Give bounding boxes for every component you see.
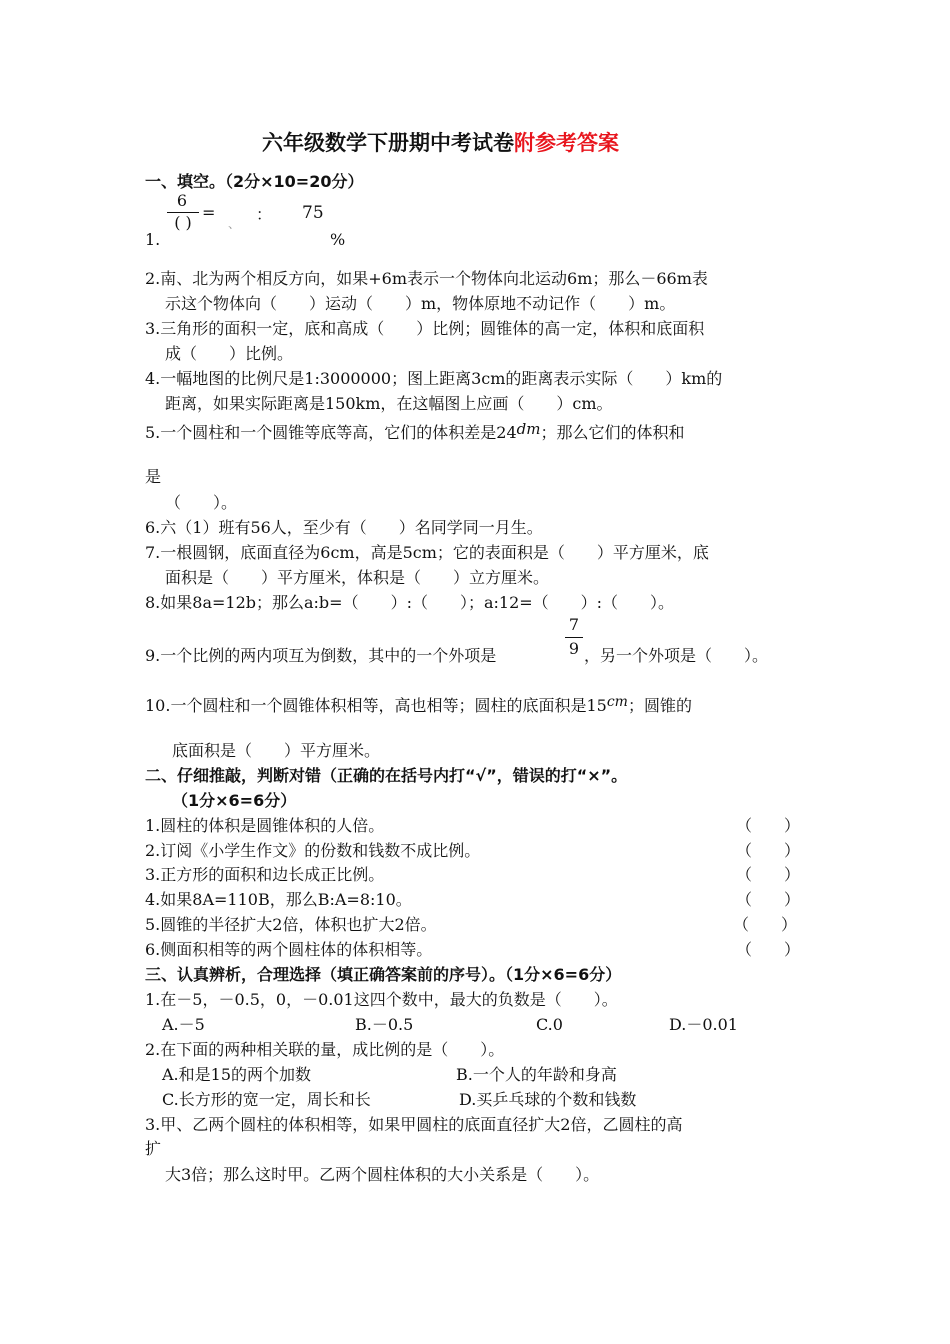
q4-line1: 4.一幅地图的比例尺是1:3000000；图上距离3cm的距离表示实际（ ）km的: [145, 369, 723, 388]
q9-denominator: 9: [568, 639, 580, 658]
q1-colon: ：: [256, 205, 273, 224]
q1-number: 1.: [145, 230, 161, 249]
q7-line2: 面积是（ ）平方厘米，体积是（ ）立方厘米。: [165, 568, 550, 587]
judge-item-4: 4.如果8A=110B，那么B:A=8:10。: [145, 890, 412, 909]
choice-q3-line1: 3.甲、乙两个圆柱的体积相等，如果甲圆柱的底面直径扩大2倍，乙圆柱的高: [145, 1115, 683, 1134]
q1-denominator: ( ): [174, 213, 192, 232]
title-suffix: 附参考答案: [514, 131, 619, 155]
section2-sub: （1分×6=6分）: [172, 791, 297, 810]
q5-line1: [145, 420, 685, 443]
q9-fraction-line: [565, 637, 583, 638]
judge-bracket-1[interactable]: （ ）: [736, 816, 801, 835]
q4-line2: 距离，如果实际距离是150km，在这幅图上应画（ ）cm。: [165, 394, 613, 413]
judge-bracket-3[interactable]: （ ）: [736, 865, 801, 884]
q1-numerator: 6: [176, 191, 188, 210]
q5-blank: （ ）。: [165, 493, 238, 512]
judge-item-5: 5.圆锥的半径扩大2倍，体积也扩大2倍。: [145, 915, 437, 934]
q10-pre: 10.一个圆柱和一个圆锥体积相等，高也相等；圆柱的底面积是15: [145, 696, 607, 715]
choice-q2-option-b[interactable]: B.一个人的年龄和身高: [456, 1065, 617, 1084]
choice-q3-line3: 大3倍；那么这时甲。乙两个圆柱体积的大小关系是（ ）。: [165, 1165, 600, 1184]
judge-item-3: 3.正方形的面积和边长成正比例。: [145, 865, 385, 884]
q3-line1: 3.三角形的面积一定，底和高成（ ）比例；圆锥体的高一定，体积和底面积: [145, 319, 705, 338]
q9-post: ，另一个外项是（ ）。: [584, 646, 769, 665]
choice-q1-option-c[interactable]: C.0: [536, 1015, 563, 1034]
choice-q3-line2: 扩: [145, 1139, 162, 1158]
q10-line2: 底面积是（ ）平方厘米。: [172, 741, 381, 760]
judge-item-6: 6.侧面积相等的两个圆柱体的体积相等。: [145, 940, 433, 959]
page-title: [262, 129, 619, 157]
q3-line2: 成（ ）比例。: [165, 344, 294, 363]
q1-equals: =: [202, 203, 216, 222]
judge-bracket-4[interactable]: （ ）: [736, 890, 801, 909]
section3-heading: 三、认真辨析，合理选择（填正确答案前的序号）。（1分×6=6分）: [145, 965, 622, 984]
q2-line1: 2.南、北为两个相反方向，如果+6m表示一个物体向北运动6m；那么－66m表: [145, 269, 708, 288]
q1-percent: %: [330, 230, 346, 249]
section1-heading: 一、填空。（2分×10=20分）: [145, 172, 364, 191]
q1-dots: 、: [228, 217, 241, 231]
q5-pre: 5.一个圆柱和一个圆锥等底等高，它们的体积差是24: [145, 423, 517, 442]
choice-q2-option-d[interactable]: D.买乒乓球的个数和钱数: [459, 1090, 637, 1109]
judge-item-2: 2.订阅《小学生作文》的份数和钱数不成比例。: [145, 841, 481, 860]
choice-q1-option-d[interactable]: D.－0.01: [669, 1015, 738, 1034]
judge-item-1: 1.圆柱的体积是圆锥体积的人倍。: [145, 816, 385, 835]
choice-q1-option-b[interactable]: B.－0.5: [355, 1015, 414, 1034]
q5-cont: 是: [145, 467, 162, 486]
q10-post: ；圆锥的: [627, 696, 692, 715]
choice-q2-option-c[interactable]: C.长方形的宽一定，周长和长: [162, 1090, 371, 1109]
q5-post: ；那么它们的体积和: [540, 423, 685, 442]
choice-q2-option-a[interactable]: A.和是15的两个加数: [162, 1065, 312, 1084]
title-main: 六年级数学下册期中考试卷: [262, 131, 514, 155]
choice-q1-stem: 1.在－5，－0.5，0，－0.01这四个数中，最大的负数是（ ）。: [145, 990, 618, 1009]
q9-pre: 9.一个比例的两内项互为倒数，其中的一个外项是: [145, 646, 497, 665]
q1-value: 75: [302, 203, 324, 223]
judge-bracket-6[interactable]: （ ）: [736, 940, 801, 959]
section2-heading: 二、仔细推敲，判断对错（正确的在括号内打“√”，错误的打“×”。: [145, 766, 628, 785]
q2-line2: 示这个物体向（ ）运动（ ）m，物体原地不动记作（ ）m。: [165, 294, 676, 313]
q6: 6.六（1）班有56人，至少有（ ）名同学同一月生。: [145, 518, 543, 537]
judge-bracket-5[interactable]: （ ）: [733, 915, 798, 934]
q8: 8.如果8a=12b；那么a:b=（ ）:（ ）；a:12=（ ）:（ ）。: [145, 593, 675, 612]
q7-line1: 7.一根圆钢，底面直径为6cm，高是5cm；它的表面积是（ ）平方厘米，底: [145, 543, 709, 562]
judge-bracket-2[interactable]: （ ）: [736, 841, 801, 860]
q10-line1: [145, 696, 692, 717]
q5-unit: dm: [516, 420, 541, 438]
choice-q2-stem: 2.在下面的两种相关联的量，成比例的是（ ）。: [145, 1040, 505, 1059]
choice-q1-option-a[interactable]: A.－5: [162, 1015, 205, 1034]
q9-numerator: 7: [568, 615, 580, 634]
q10-unit: cm: [606, 694, 628, 710]
